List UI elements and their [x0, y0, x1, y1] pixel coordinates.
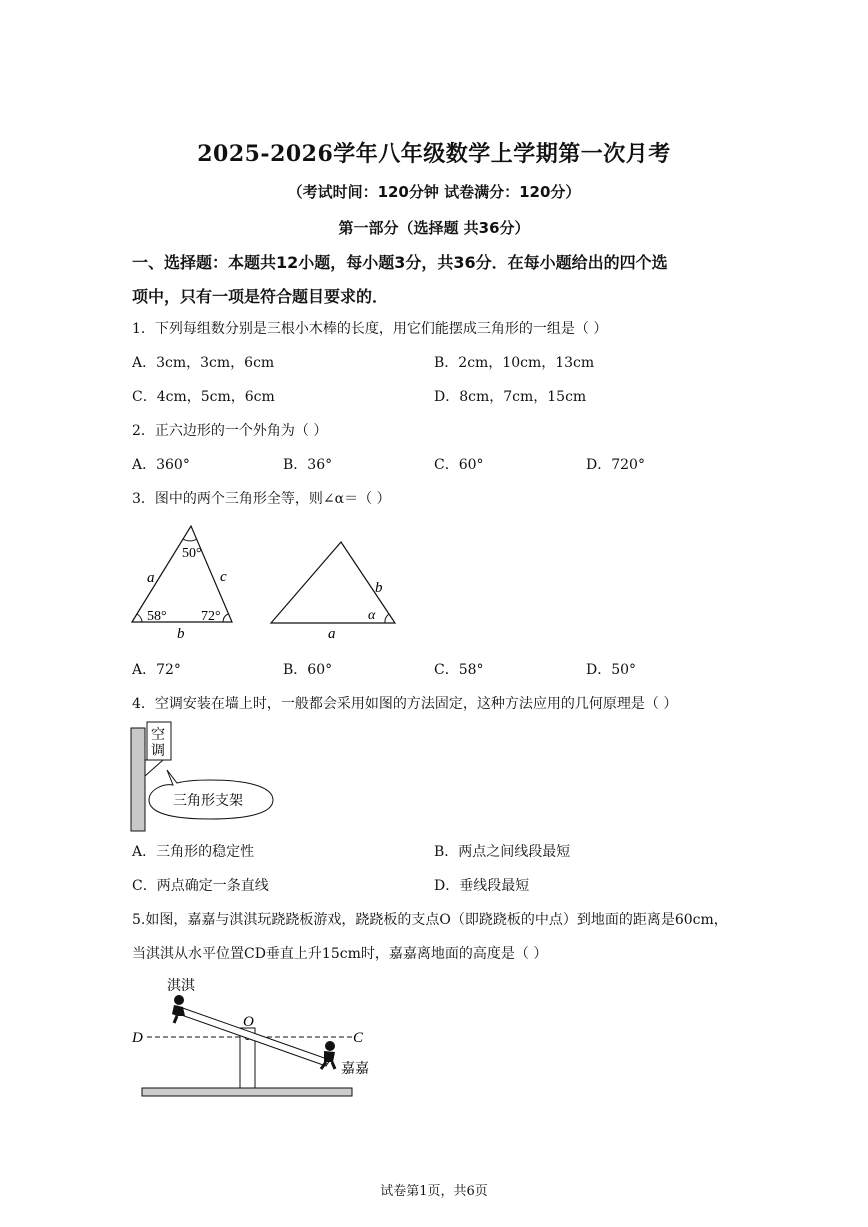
label-jiajia: 嘉嘉	[341, 1061, 369, 1077]
q3-triangles-figure	[125, 515, 415, 645]
label-left-angle: 58°	[147, 609, 167, 624]
label-right-angle: 72°	[201, 609, 221, 624]
q3-option-b[interactable]: B．60°	[283, 662, 333, 678]
part-heading: 第一部分（选择题 共36分）	[338, 219, 530, 237]
ac-label-char1: 空	[151, 727, 165, 743]
q5-seesaw-figure	[125, 970, 385, 1100]
q5-stem-line1: 5.如图，嘉嘉与淇淇玩跷跷板游戏，跷跷板的支点O（即跷跷板的中点）到地面的距离是60cm，	[132, 912, 728, 928]
label-d: D	[132, 1030, 143, 1046]
angle-arc-top	[183, 539, 197, 541]
q3-option-a[interactable]: A．72°	[132, 662, 181, 678]
label-alpha: α	[368, 608, 376, 623]
q2-option-b[interactable]: B．36°	[283, 457, 333, 473]
angle-arc-right	[223, 614, 228, 622]
q4-stem: 4．空调安装在墙上时，一般都会采用如图的方法固定，这种方法应用的几何原理是（ ）	[132, 696, 678, 712]
q3-option-c[interactable]: C．58°	[434, 662, 484, 678]
q1-option-c[interactable]: C．4cm，5cm，6cm	[132, 389, 275, 405]
q2-stem: 2．正六边形的一个外角为（ ）	[132, 423, 328, 439]
q1-option-d[interactable]: D．8cm，7cm，15cm	[434, 389, 587, 405]
q2-option-a[interactable]: A．360°	[132, 457, 190, 473]
label-t2-side-b: b	[375, 580, 383, 596]
ground	[142, 1088, 352, 1096]
q3-stem: 3．图中的两个三角形全等，则∠α＝（ ）	[132, 491, 391, 507]
section-instructions-line1: 一、选择题：本题共12小题，每小题3分，共36分．在每小题给出的四个选	[132, 253, 668, 272]
ac-label-char2: 调	[151, 743, 165, 759]
q2-option-c[interactable]: C．60°	[434, 457, 484, 473]
child-jiajia-figure	[321, 1041, 335, 1069]
label-o: O	[243, 1014, 254, 1030]
child-qiqi-figure	[172, 995, 185, 1023]
q1-option-b[interactable]: B．2cm，10cm，13cm	[434, 355, 595, 371]
label-side-b: b	[177, 626, 185, 642]
label-c: C	[353, 1030, 364, 1046]
callout-text: 三角形支架	[173, 793, 243, 809]
page-title: 2025-2026学年八年级数学上学期第一次月考	[197, 141, 671, 167]
exam-info: （考试时间：120分钟 试卷满分：120分）	[287, 183, 581, 201]
label-side-a: a	[147, 570, 155, 586]
angle-arc-alpha	[385, 614, 389, 623]
label-top-angle: 50°	[182, 546, 202, 561]
q4-option-c[interactable]: C．两点确定一条直线	[132, 878, 269, 894]
angle-arc-left	[137, 614, 142, 622]
label-t2-side-a: a	[328, 626, 336, 642]
q5-stem-line2: 当淇淇从水平位置CD垂直上升15cm时，嘉嘉离地面的高度是（ ）	[132, 946, 548, 962]
q4-option-a[interactable]: A．三角形的稳定性	[132, 844, 255, 860]
bracket-diagonal	[145, 760, 163, 776]
label-qiqi: 淇淇	[167, 978, 195, 994]
q4-option-d[interactable]: D．垂线段最短	[434, 878, 530, 894]
q1-option-a[interactable]: A．3cm，3cm，6cm	[132, 355, 275, 371]
wall	[131, 728, 145, 831]
q4-air-conditioner-figure	[125, 718, 285, 838]
q2-option-d[interactable]: D．720°	[586, 457, 645, 473]
q1-stem: 1．下列每组数分别是三根小木棒的长度，用它们能摆成三角形的一组是（ ）	[132, 321, 608, 337]
page-footer: 试卷第1页，共6页	[380, 1184, 488, 1199]
label-side-c: c	[220, 569, 227, 585]
q3-option-d[interactable]: D．50°	[586, 662, 637, 678]
section-instructions-line2: 项中，只有一项是符合题目要求的．	[132, 287, 389, 306]
q4-option-b[interactable]: B．两点之间线段最短	[434, 844, 571, 860]
